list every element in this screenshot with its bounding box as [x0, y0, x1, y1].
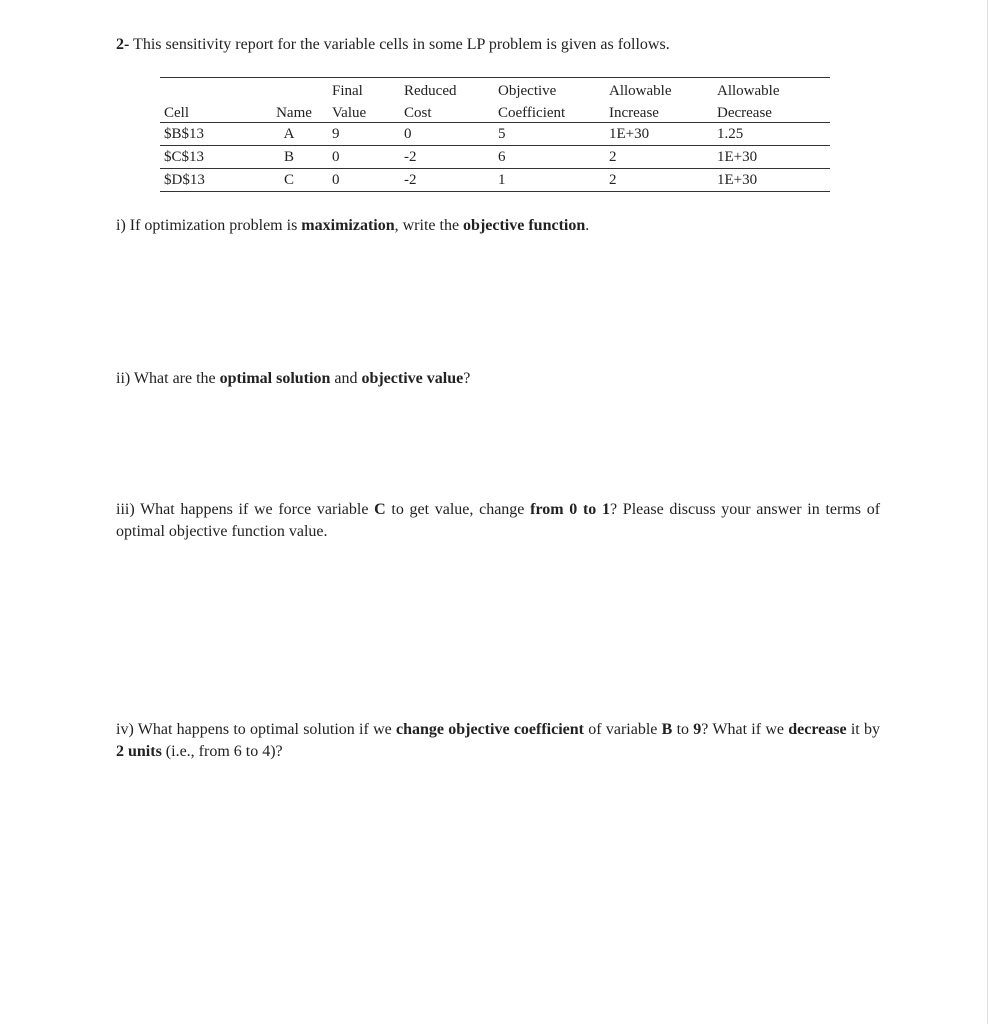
part-iv-text-4: ? What if we [701, 721, 789, 738]
row-allowable-decrease: 1.25 [717, 125, 744, 142]
row-allowable-increase: 2 [609, 171, 617, 188]
row-allowable-increase: 2 [609, 148, 617, 165]
header-reduced-cost: Cost [404, 105, 432, 121]
row-reduced-cost: -2 [404, 171, 417, 188]
part-iii-text-1: iii) What happens if we force variable [116, 501, 375, 518]
header-cell: Cell [164, 105, 189, 121]
part-ii-text-3: ? [463, 370, 471, 387]
row-objective-coefficient: 1 [498, 171, 506, 188]
row-allowable-decrease: 1E+30 [717, 171, 758, 188]
row-reduced-cost: -2 [404, 148, 417, 165]
row-name: B [283, 148, 294, 165]
part-i-text-2: , write the [394, 217, 464, 234]
table-row [160, 146, 830, 168]
row-final-value: 9 [332, 125, 340, 142]
question-number: 2- [116, 36, 130, 53]
part-iv-text-3: to [672, 721, 694, 738]
header-allowable-decrease: Decrease [717, 105, 772, 121]
row-name: C [283, 171, 294, 188]
header-allowable-increase: Increase [609, 105, 659, 121]
header-final-value: Value [332, 105, 367, 121]
row-objective-coefficient: 6 [498, 148, 506, 165]
header-reduced-top: Reduced [404, 83, 457, 99]
part-iii-text-2: to get value, change [385, 501, 531, 518]
part-iv-bold-3: 9 [693, 721, 702, 738]
row-allowable-increase: 1E+30 [609, 125, 650, 142]
row-cell: $C$13 [164, 148, 205, 165]
table-bottom-rule [160, 191, 830, 192]
question-part-iii [116, 499, 880, 543]
part-ii-bold-1: optimal solution [219, 370, 331, 387]
part-iv-text-6: (i.e., from 6 to 4)? [161, 743, 283, 760]
part-ii-text-1: ii) What are the [116, 370, 220, 387]
question-part-ii [116, 368, 880, 390]
part-iv-text-1: iv) What happens to optimal solution if we [116, 721, 396, 738]
table-row [160, 123, 830, 145]
row-final-value: 0 [332, 148, 340, 165]
question-part-iv [116, 719, 880, 763]
row-allowable-decrease: 1E+30 [717, 148, 758, 165]
row-objective-coefficient: 5 [498, 125, 506, 142]
table-row [160, 169, 830, 191]
header-allow-inc-top: Allowable [609, 83, 672, 99]
part-iv-text-2: of variable [584, 721, 662, 738]
row-reduced-cost: 0 [404, 125, 412, 142]
header-objective-top: Objective [498, 83, 557, 99]
part-iii-bold-2: from 0 to 1 [530, 501, 610, 518]
part-iii-text-3: ? Please discuss your answer in terms of optimal objective function value. [116, 501, 881, 540]
header-name: Name [276, 105, 312, 121]
part-i-text-3: . [585, 217, 590, 234]
part-iv-bold-2: B [661, 721, 673, 738]
row-final-value: 0 [332, 171, 340, 188]
part-ii-text-2: and [330, 370, 362, 387]
question-part-i [116, 215, 880, 237]
row-cell: $B$13 [164, 125, 205, 142]
part-iv-bold-5: 2 units [116, 743, 162, 760]
header-objective-coefficient: Coefficient [498, 105, 566, 121]
row-cell: $D$13 [164, 171, 205, 188]
question-intro-text: This sensitivity report for the variable cells in some LP problem is given as follows. [133, 36, 670, 53]
table-header-row-2 [160, 100, 830, 122]
part-iv-bold-4: decrease [788, 721, 847, 738]
row-name: A [283, 125, 295, 142]
header-allow-dec-top: Allowable [717, 83, 780, 99]
part-iv-text-5: it by [846, 721, 881, 738]
table-header-row-1 [160, 78, 830, 100]
part-iv-bold-1: change objective coefficient [395, 721, 584, 738]
part-ii-bold-2: objective value [361, 370, 464, 387]
part-i-bold-2: objective function [463, 217, 586, 234]
sensitivity-table [160, 77, 830, 192]
question-intro [116, 36, 670, 54]
header-final-top: Final [332, 83, 363, 99]
part-iii-bold-1: C [374, 501, 386, 518]
part-i-bold-1: maximization [301, 217, 395, 234]
part-i-text-1: i) If optimization problem is [116, 217, 302, 234]
